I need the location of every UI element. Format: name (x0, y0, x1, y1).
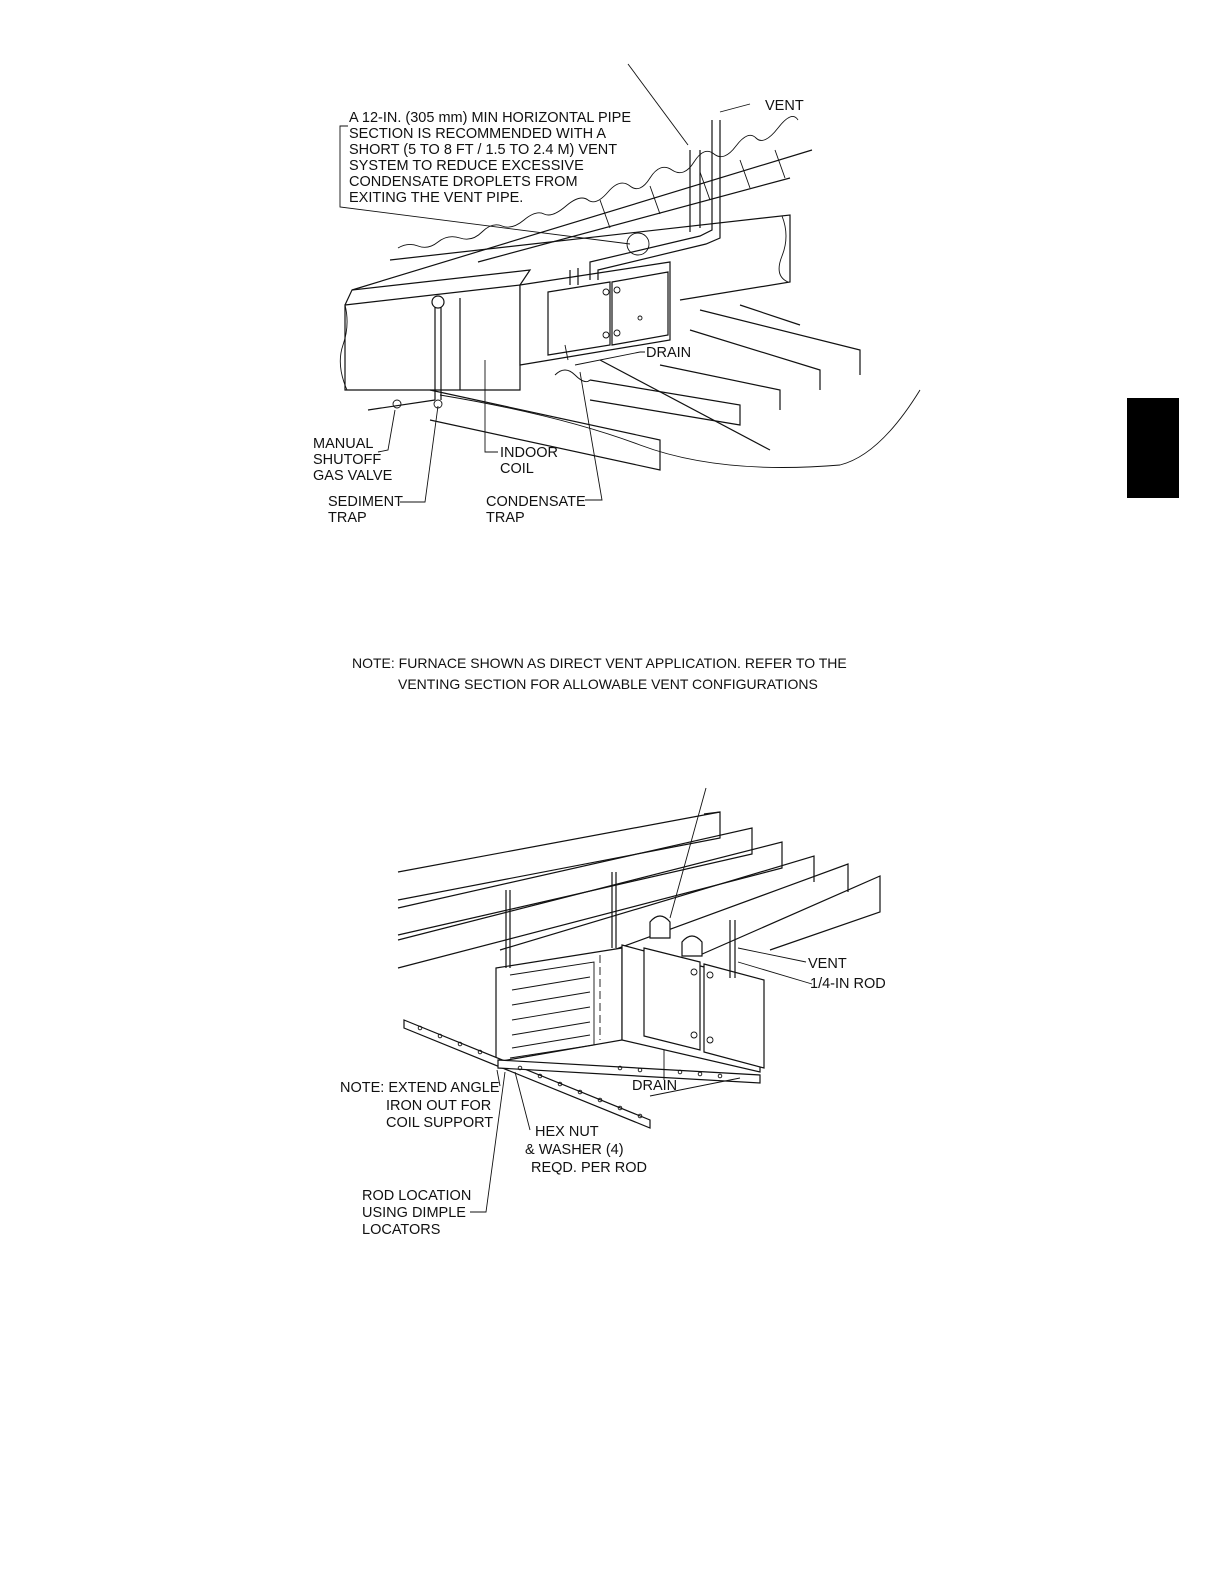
vent-label-top: VENT (765, 98, 804, 114)
manual-shutoff-line-1: MANUAL (313, 436, 374, 452)
drain-label-top: DRAIN (646, 345, 692, 361)
manual-shutoff-line-3: GAS VALVE (313, 468, 393, 484)
condensate-trap-line-2: TRAP (486, 510, 525, 526)
rod-location-line-1: ROD LOCATION (362, 1188, 472, 1204)
pipe-note-line-4: SYSTEM TO REDUCE EXCESSIVE (349, 158, 584, 174)
pipe-note-line-5: CONDENSATE DROPLETS FROM (349, 174, 578, 190)
manual-shutoff-line-2: SHUTOFF (313, 452, 382, 468)
hex-nut-line-2: & WASHER (4) (525, 1142, 624, 1158)
pipe-note-line-2: SECTION IS RECOMMENDED WITH A (349, 126, 606, 142)
hex-nut-line-3: REQD. PER ROD (531, 1160, 648, 1176)
attic-installation-drawing (313, 64, 920, 526)
rod-location-line-3: LOCATORS (362, 1222, 441, 1238)
pipe-note-line-1: A 12-IN. (305 mm) MIN HORIZONTAL PIPE (349, 110, 631, 126)
sediment-trap-line-1: SEDIMENT (328, 494, 403, 510)
rod-label: 1/4-IN ROD (810, 976, 886, 992)
suspended-installation-drawing (340, 788, 886, 1238)
pipe-note-line-6: EXITING THE VENT PIPE. (349, 190, 524, 206)
extend-note-line-3: COIL SUPPORT (386, 1115, 494, 1131)
condensate-trap-line-1: CONDENSATE (486, 494, 586, 510)
indoor-coil-line-1: INDOOR (500, 445, 558, 461)
note-line-2: VENTING SECTION FOR ALLOWABLE VENT CONFIGURATIONS (398, 676, 818, 692)
indoor-coil-line-2: COIL (500, 461, 534, 477)
pipe-note-line-3: SHORT (5 TO 8 FT / 1.5 TO 2.4 M) VENT (349, 142, 618, 158)
extend-note-line-2: IRON OUT FOR (386, 1098, 492, 1114)
vent-label-bottom: VENT (808, 956, 847, 972)
note-line-1: NOTE: FURNACE SHOWN AS DIRECT VENT APPLICATION. REFER TO THE (352, 655, 847, 671)
drain-label-bottom: DRAIN (632, 1078, 678, 1094)
rod-location-line-2: USING DIMPLE (362, 1205, 466, 1221)
hex-nut-line-1: HEX NUT (535, 1124, 599, 1140)
sediment-trap-line-2: TRAP (328, 510, 367, 526)
extend-note-line-1: NOTE: EXTEND ANGLE (340, 1080, 500, 1096)
